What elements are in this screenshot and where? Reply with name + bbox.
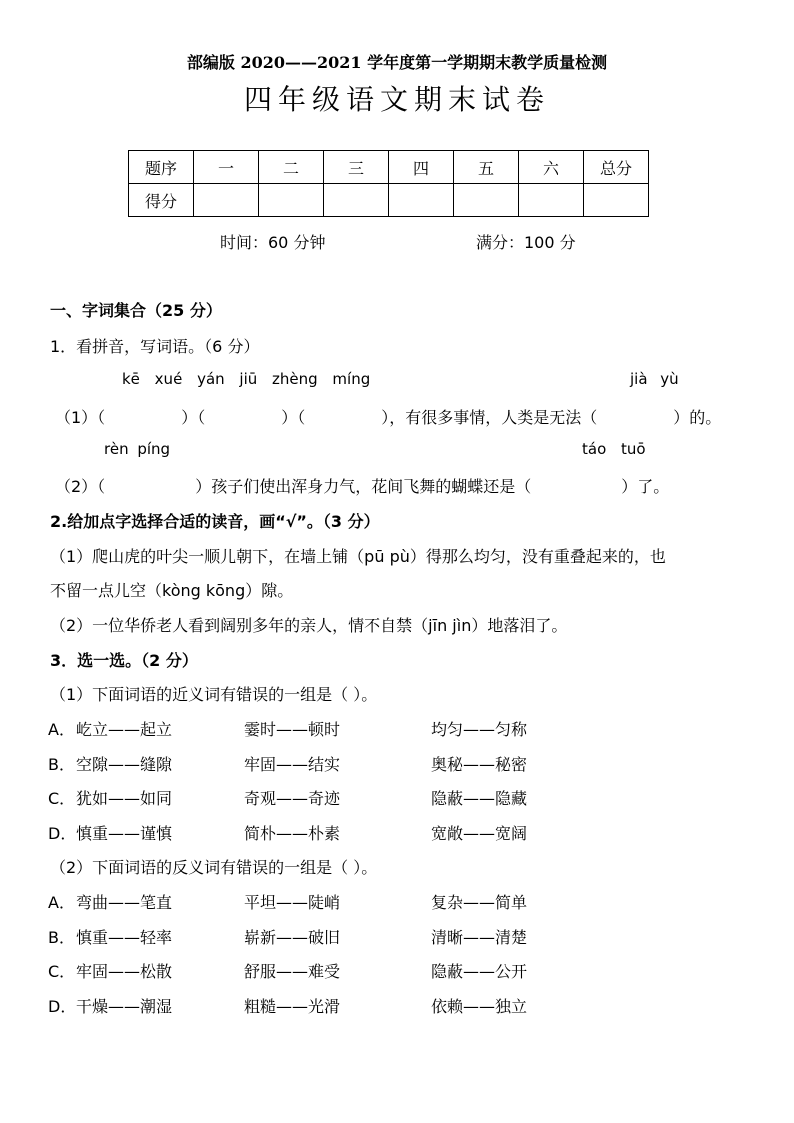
option-word: 依赖——独立 (431, 997, 528, 1016)
pinyin-group-3: rèn píng (104, 440, 171, 458)
score-cell-empty[interactable] (389, 184, 454, 217)
question-2-item-1-line-2: 不留一点儿空（kòng kōng）隙。 (50, 581, 294, 600)
option-word: 复杂——简单 (431, 893, 528, 912)
question-1-line-1 (55, 405, 721, 428)
score-cell-empty[interactable] (324, 184, 389, 217)
text-segment: ），有很多事情，人类是无法（ (381, 408, 598, 427)
score-cell-header: 二 (259, 151, 324, 184)
question-2-item-2: （2）一位华侨老人看到阔别多年的亲人，情不自禁（jīn jìn）地落泪了。 (50, 616, 568, 635)
score-cell-empty[interactable] (194, 184, 259, 217)
score-cell-header: 五 (454, 151, 519, 184)
option-label: D． (48, 824, 77, 843)
option-word: 奇观——奇迹 (244, 789, 341, 808)
question-1-line-2 (55, 474, 669, 497)
score-cell-header: 总分 (584, 151, 649, 184)
question-3-part-2: （2）下面词语的反义词有错误的一组是（ ）。 (50, 858, 378, 877)
option-label: C． (48, 962, 76, 981)
option-label: D． (48, 997, 77, 1016)
text-segment: ）了。 (621, 477, 670, 496)
exam-time: 时间：60 分钟 (220, 233, 326, 252)
score-table (128, 150, 649, 217)
score-table-header-row (129, 151, 649, 184)
question-3-heading: 3．选一选。（2 分） (50, 651, 198, 670)
text-segment: ）的。 (673, 408, 722, 427)
option-label: A． (48, 720, 75, 739)
option-word: 牢固——结实 (244, 755, 341, 774)
option-label: B． (48, 755, 75, 774)
option-label: C． (48, 789, 76, 808)
option-word: 简朴——朴素 (244, 824, 341, 843)
score-cell-header: 三 (324, 151, 389, 184)
score-cell-header: 六 (519, 151, 584, 184)
score-cell-label: 得分 (129, 184, 194, 217)
option-word: 崭新——破旧 (244, 928, 341, 947)
text-segment: ）孩子们使出浑身力气，花间飞舞的蝴蝶还是（ (195, 477, 532, 496)
question-3-part-1: （1）下面词语的近义词有错误的一组是（ ）。 (50, 685, 378, 704)
option-word: 均匀——匀称 (431, 720, 528, 739)
option-word: 屹立——起立 (76, 720, 173, 739)
option-word: 隐蔽——隐藏 (431, 789, 528, 808)
text-segment: ）（ (181, 408, 206, 427)
pinyin-group-1: kē xué yán jiū zhèng míng (122, 370, 371, 388)
option-label: B． (48, 928, 75, 947)
section-heading: 一、字词集合（25 分） (50, 301, 222, 320)
score-cell-empty[interactable] (454, 184, 519, 217)
exam-full-score: 满分：100 分 (476, 233, 576, 252)
score-cell-empty[interactable] (519, 184, 584, 217)
score-cell-label: 题序 (129, 151, 194, 184)
option-word: 牢固——松散 (76, 962, 173, 981)
question-1-heading: 1．看拼音，写词语。（6 分） (50, 337, 260, 356)
text-segment: （2）（ (55, 477, 106, 496)
option-word: 奥秘——秘密 (431, 755, 528, 774)
option-word: 霎时——顿时 (244, 720, 341, 739)
pinyin-group-4: táo tuō (582, 440, 646, 458)
exam-title: 四年级语文期末试卷 (243, 83, 550, 116)
option-word: 空隙——缝隙 (76, 755, 173, 774)
option-word: 宽敞——宽阔 (431, 824, 528, 843)
pinyin-group-2: jià yù (630, 370, 679, 388)
option-word: 犹如——如同 (76, 789, 173, 808)
question-2-item-1-line-1: （1）爬山虎的叶尖一顺儿朝下，在墙上铺（pū pù）得那么均匀，没有重叠起来的，也 (50, 547, 666, 566)
option-label: A． (48, 893, 75, 912)
option-word: 隐蔽——公开 (431, 962, 528, 981)
option-word: 慎重——谨慎 (76, 824, 173, 843)
score-table-score-row (129, 184, 649, 217)
question-2-heading: 2.给加点字选择合适的读音，画“√”。（3 分） (50, 512, 380, 531)
score-cell-empty[interactable] (584, 184, 649, 217)
exam-subtitle: 部编版 2020——2021 学年度第一学期期末教学质量检测 (186, 53, 608, 72)
score-cell-empty[interactable] (259, 184, 324, 217)
option-word: 清晰——清楚 (431, 928, 528, 947)
text-segment: ）（ (281, 408, 306, 427)
option-word: 粗糙——光滑 (244, 997, 341, 1016)
text-segment: （1）（ (55, 408, 106, 427)
option-word: 平坦——陡峭 (244, 893, 341, 912)
option-word: 弯曲——笔直 (76, 893, 173, 912)
option-word: 慎重——轻率 (76, 928, 173, 947)
option-word: 舒服——难受 (244, 962, 341, 981)
score-cell-header: 一 (194, 151, 259, 184)
score-cell-header: 四 (389, 151, 454, 184)
option-word: 干燥——潮湿 (76, 997, 173, 1016)
